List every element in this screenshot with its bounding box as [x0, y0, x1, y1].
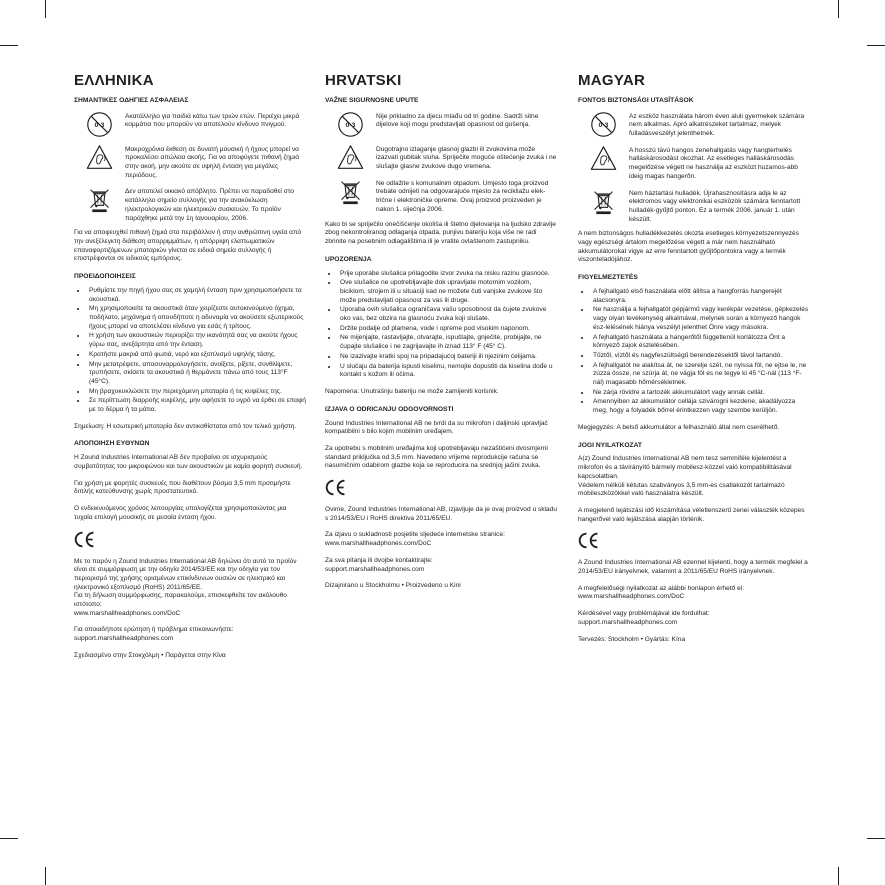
disclaimer-paragraph: Για χρήση με φορητές συσκευές που διαθέτουν βύσμα 3,5 mm προτιμήστε διπλής κατεύθυνσης χωρίς προστατευτικό. — [74, 479, 291, 496]
icon-note-text: Μακροχρόνια έκθεση σε δυνατή μουσική ή ήχους μπορεί να προκαλέσει απώλεια ακοής. Για να αποφύγετε πιθανή ζημιά στην ακοή, μην ακούτε σε υψηλή ένταση για μεγάλες περιόδους. — [125, 145, 300, 179]
icon-note-row — [578, 111, 810, 139]
icon-note-text: Ne odlažite s komunalnim otpadom. Umjesto toga proizvod trebate odnijeti na odgovarajuće mjesto za recikliažu elek-trične i elektroničke opreme. Ovaj proizvod proizveden je nakon 1. siječnja 2006. — [376, 179, 549, 213]
warnings-list — [325, 270, 557, 380]
icon-note-text: Dugotrajno izlaganje glasnoj glazbi ili zvukovima može izazvati gubitak sluha. Spriječite moguće oštećenje zvuka i ne slušajte glasne zvukove dugo vremena. — [376, 145, 557, 171]
warning-item: • Držite podalje od plamena, vode i opreme pod visokim naponom. — [338, 325, 557, 334]
warnings-heading: FIGYELMEZTETÉS — [578, 274, 638, 282]
disclaimer-paragraph: Zound Industries International AB ne tvrdi da su mikrofon i daljinski upravljač kompatibilni s bilo kojim mobilnim uređajem. — [325, 419, 548, 436]
warning-item: • Ne zárja rövidre a tartozék akkumulátort vagy annak cellát. — [591, 389, 810, 398]
weee-bin-icon — [590, 188, 617, 215]
icon-note-text: A hosszú távú hangos zenehallgatás vagy hangterhelés halláskárosodást okozhat. Az esetleges halláskárosodás megelőzése végett ne használja az eszközt huzamos-abb ideig magas hangerőn. — [629, 146, 798, 180]
disclaimer-heading: IZJAVA O ODRICANJU ODGOVORNOSTI — [325, 405, 454, 413]
warning-item: • Uporaba ovih slušalica ograničava vašu sposobnost da čujete zvukove oko vas, bez obzira na glasnoću zvuka koji slušate. — [338, 306, 557, 323]
crop-mark — [867, 838, 885, 839]
crop-mark — [45, 0, 46, 18]
origin-text: Tervezés: Stockholm • Gyártás: Kína — [578, 635, 686, 643]
language-title: ΕΛΛΗΝΙΚΑ — [74, 72, 154, 89]
warning-item: • Σε περίπτωση διαρροής κυψέλης, μην αφήσετε το υγρό να έρθει σε επαφή με το δέρμα ή τα μάτια. — [87, 397, 306, 414]
icon-note-row — [325, 178, 557, 215]
icon-note-row — [325, 111, 557, 138]
battery-note: Σημείωση: Η εσωτερική μπαταρία δεν αντικαθίσταται από τον τελικό χρήστη. — [74, 422, 297, 430]
warnings-list — [578, 288, 810, 416]
warning-item: • Prije uporabe slušalica prilagodite izvor zvuka na nisku razinu glasnoće. — [338, 270, 557, 279]
disclaimer-heading: ΑΠΟΠΟΙΗΣΗ ΕΥΘΥΝΩΝ — [74, 440, 150, 448]
age-warning-icon — [590, 111, 617, 138]
warnings-heading: ΠΡΟΕΙΔΟΠΟΙΗΣΕΙΣ — [74, 273, 136, 281]
svg-text:0-3: 0-3 — [598, 121, 609, 129]
conformity-text: Με το παρόν η Zound Industries International AB δηλώνει ότι αυτό το προϊόν είναι σε συμμόρφωση με την οδηγία 2014/53/EE και την οδηγία για τον περιορισμό της χρήσης ορισμένων επικίνδυνων ουσιών σε ηλεκτρικό και ηλεκτρονικό εξοπλισμό (RoHS) 2011/65/EE. Για τη δήλωση συμμόρφωσης, παρακαλούμε, επισκεφθείτε τον ακόλουθο ιστότοπο: www.marshallheadphones.com/DoC — [74, 557, 297, 617]
warning-item: • Ρυθμίστε την πηγή ήχου σας σε χαμηλή ένταση πριν χρησιμοποιήσετε τα ακουστικά. — [87, 287, 306, 304]
crop-mark — [838, 0, 839, 18]
conformity-text: Ovime, Zound Industries International AB, izjavljuje da je ovaj proizvod u skladu s 2014/53/EU i RoHS direktiva 2011/65/EU. — [325, 506, 558, 522]
disclaimer-paragraph: Za upotrebu s mobilnim uređajima koji upotrebljavaju nezaštićeni dvosmjerni standard priključka od 3,5 mm. Navedeno vrijeme reprodukcije računa se nasumičnim odabirom glazbe koja se reproducira na srednjoj jačini zvuka. — [325, 444, 548, 470]
support-text: Για οποιαδήποτε ερώτηση ή πρόβλημα επικοινωνήστε: support.marshallheadphones.com — [74, 626, 234, 643]
column-croatian — [325, 71, 557, 599]
ce-mark-icon — [74, 531, 96, 548]
warning-item: • Ne mijenjajte, rastavljajte, otvarajte, ispuštajte, gnječite, probijajte, ne čupajte slušalice i ne zagrijavajte ih iznad 113° F (45° C). — [338, 334, 557, 351]
support-text: Kérdésével vagy problémájával ide fordulhat: support.marshallheadphones.com — [578, 610, 710, 626]
icon-note-text: Az eszköz használata három éven aluli gyermekek számára nem alkalmas. Apró alkatrészeket tartalmaz, melyek fulladásveszélyt jelenthetnek. — [629, 112, 805, 138]
icon-note-text: Δεν αποτελεί οικιακό απόβλητο. Πρέπει να παραδοθεί στο κατάλληλο σημείο συλλογής για την ανακύκλωση ηλεκτρολογικών και ηλεκτρικών συσκευών. Το προϊόν παράχθηκε μετά την 1η Ιανουαρίου, 2006. — [125, 188, 294, 222]
warning-item: • U slučaju da baterija ispusti kiselinu, nemojte dopustiti da kiselina dođe u kontakt s kožom ili očima. — [338, 363, 557, 380]
crop-mark — [867, 45, 885, 46]
warning-item: • Ove slušalice ne upotrebljavajte dok upravljate motornim vozilom, biciklom, strojem ili u situaciji kad ne možete čuti vanjske zvukove što može predstavljati opasnost za vas ili druge. — [338, 279, 557, 305]
hearing-warning-icon — [337, 144, 364, 171]
warning-item: • A fejhallgatót ne alakítsa át, ne szerelje szét, ne nyissa föl, ne ejtse le, ne zúzza össze, ne szúrja át, ne vágja föl és ne tegye ki 45 °C-nál (113 °F-nál) magasabb hőmérsékletnek. — [591, 362, 810, 388]
icon-note-text: Ακατάλληλο για παιδιά κάτω των τριών ετών. Περιέχει μικρά κομμάτια που μπορούν να αποτελούν κίνδυνο πνιγμού. — [125, 112, 300, 129]
battery-note: Megjegyzés: A belső akkumulátor a felhasználó által nem cserélhető. — [578, 423, 780, 431]
safety-heading: ΣΗΜΑΝΤΙΚΕΣ ΟΔΗΓΙΕΣ ΑΣΦΑΛΕΙΑΣ — [74, 96, 189, 104]
weee-bin-icon — [337, 178, 364, 205]
origin-text: Dizajnirano u Stockholmu • Proizvedeno u Kini — [325, 582, 461, 590]
icon-note-text: Nije prikladno za djecu mlađu od tri godine. Sadrži sitne dijelove koji mogu predstavljati opasnost od gušenja. — [376, 112, 539, 129]
doc-text: Za izjavu o sukladnosti posjetite sljedeće internetske stranice: www.marshallheadphones.com/DoC — [325, 531, 505, 548]
hearing-warning-icon — [590, 145, 617, 172]
icon-note-row — [578, 145, 810, 182]
disclaimer-heading: JOGI NYILATKOZAT — [578, 441, 643, 449]
warning-item: • A fejhallgató első használata előtt állítsa a hangforrás hangerejét alacsonyra. — [591, 288, 810, 305]
warning-item: • Η χρήση των ακουστικών περιορίζει την ικανότητά σας να ακούτε ήχους γύρω σας, ανεξάρτητα από την ένταση. — [87, 332, 306, 349]
origin-text: Σχεδιασμένο στην Στοκχόλμη • Παράγεται στην Κίνα — [74, 651, 226, 659]
age-warning-icon — [86, 111, 113, 138]
language-title: MAGYAR — [578, 72, 646, 89]
environment-text: Για να αποφευχθεί πιθανή ζημιά στο περιβάλλον ή στην ανθρώπινη υγεία από την ανεξέλεγκτη διάθεση απορριμμάτων, η απόρριψη ελαττωματικών επαναφορτιζόμενων μπαταριών γίνεται σε ειδικά σημεία συλλογής ή επιστρέφονται σε ειδικούς εμπόρους. — [74, 229, 302, 263]
column-greek — [74, 71, 306, 669]
weee-bin-icon — [86, 186, 113, 213]
crop-mark — [0, 838, 18, 839]
crop-mark — [838, 867, 839, 885]
warning-item: • Amennyiben az akkumulátor cellája szivárogni kezdene, akadályozza meg, hogy a folyadék bőrrel érintkezzen vagy szembe kerüljön. — [591, 398, 810, 415]
warning-item: • Μη χρησιμοποιείτε τα ακουστικά όταν χειρίζεστε αυτοκινούμενο όχημα, ποδήλατο, μηχάνημα ή οπουδήποτε η αδυναμία να ακούσετε εξωτερικούς ήχους μπορεί να αποτελέσει κίνδυνο για εσάς ή τρίτους. — [87, 305, 306, 331]
hearing-warning-icon — [86, 144, 113, 171]
crop-mark — [0, 45, 18, 46]
ce-mark-icon — [578, 532, 600, 549]
icon-note-row — [74, 111, 306, 138]
safety-heading: VAŽNE SIGURNOSNE UPUTE — [325, 96, 419, 104]
icon-note-row — [578, 188, 810, 225]
doc-text: A megfelelőségi nyilatkozat az alábbi honlapon érhető el: www.marshallheadphones.com/DoC — [578, 584, 745, 601]
safety-heading: FONTOS BIZTONSÁGI UTASÍTÁSOK — [578, 96, 694, 104]
language-title: HRVATSKI — [325, 72, 402, 89]
crop-mark — [45, 867, 46, 885]
icon-note-row — [74, 186, 306, 223]
warning-item: • Μην μετατρέψετε, αποσυναρμολογήσετε, ανοίξετε, ρίξετε, συνθλίψετε, τρυπήσετε, σκίσετε τα ακουστικά ή θερμάνετε πάνω από τους 113°F (45°C). — [87, 361, 306, 387]
support-text: Za sva pitanja ili dvojbe kontaktirajte: support.marshallheadphones.com — [325, 556, 433, 573]
conformity-text: A Zound Industries International AB ezennel kijelenti, hogy a termék megfelel a 2014/53/EU irányelvnek, valamint a 2011/65/EU RoHS irányelvnek. — [578, 559, 808, 576]
icon-note-text: Nem háztartási hulladék. Újrahasznosításra adja le az elektromos vagy elektronikai eszközök számára fenntartott hulladék-gyűjtő ponton. Ez a termék 2006. január 1. után készült. — [629, 189, 801, 223]
disclaimer-paragraph: Η Zound Industries International AB δεν προβαίνει σε ισχυρισμούς συμβατότητας του μικροφώνου και των ακουστικών με καμία φορητή συσκευή. — [74, 454, 303, 471]
icon-note-row — [325, 144, 557, 172]
disclaimer-paragraph: Ο ενδεικνυόμενος χρόνος λειτουργίας υπολογίζεται χρησιμοποιώντας μια τυχαία επιλογή μουσικής σε μεσαία ένταση ήχου. — [74, 505, 287, 521]
column-hungarian — [578, 71, 810, 652]
warning-item: • Ne használja a fejhallgatót gépjármű vagy kerékpár vezetése, gépkezelés vagy olyan tevékenység alkalmával, melynek során a környező hangok ész-lelésének hiánya veszélyt jelenthet Önre vagy másokra. — [591, 306, 810, 332]
icon-note-row — [74, 144, 306, 181]
warning-item: • A fejhallgató használata a hangerőtől függetlenül korlátozza Önt a környező zajok észlelésében. — [591, 334, 810, 351]
svg-text:0-3: 0-3 — [345, 121, 356, 129]
svg-text:0-3: 0-3 — [94, 121, 105, 129]
disclaimer-paragraph: A megjelenő lejátszási idő kiszámítása véletlenszerű zenei választék közepes hangerővel való lejátszása alapján történik. — [578, 506, 805, 523]
warning-item: • Κρατήστε μακριά από φωτιά, νερό και εξοπλισμό υψηλής τάσης. — [87, 351, 306, 360]
warning-item: • Tűztől, víztől és nagyfeszültségű berendezésektől távol tartandó. — [591, 352, 810, 361]
warnings-list — [74, 287, 306, 415]
ce-mark-icon — [325, 479, 347, 496]
warning-item: • Ne izazivajte kratki spoj na pripadajućoj bateriji ili njezinim ćelijama. — [338, 353, 557, 362]
warnings-heading: UPOZORENJA — [325, 255, 372, 263]
disclaimer-paragraph: A(z) Zound Industries International AB nem tesz semmiféle kijelentést a mikrofon és a távirányító bármely mobilesz-közzel való kompatibilitásával kapcsolatban. Védelem nélküli kétutas szabványos 3,5 mm-es csatlakozót tartalmazó mobileszközökkel való használatra készült. — [578, 455, 792, 498]
warning-item: • Μη βραχυκυκλώσετε την περιεχόμενη μπαταρία ή τις κυψέλες της. — [87, 388, 306, 397]
environment-text: Kako bi se spriječilo onečišćenje okoliša ili štetno djelovanja na ljudsko zdravlje zbog nekontroliranog odlaganja otpada, punjivu bateriju koja više ne radi zbrinite na posebnim odlagalištima ili je vratite ovlaštenom zastupniku. — [325, 220, 556, 245]
environment-text: A nem biztonságos hulladékkezelés okozta esetleges környezetszennyezés vagy egészségi ártalom megelőzése végett a már nem használható akkumulátorokat vigye az erre fenntartott gyűjtőpontokra vagy a termék viszonteladójához. — [578, 230, 800, 264]
battery-note: Napomena: Unutrašnju bateriju ne može zamijeniti korisnik. — [325, 387, 499, 395]
age-warning-icon — [337, 111, 364, 138]
